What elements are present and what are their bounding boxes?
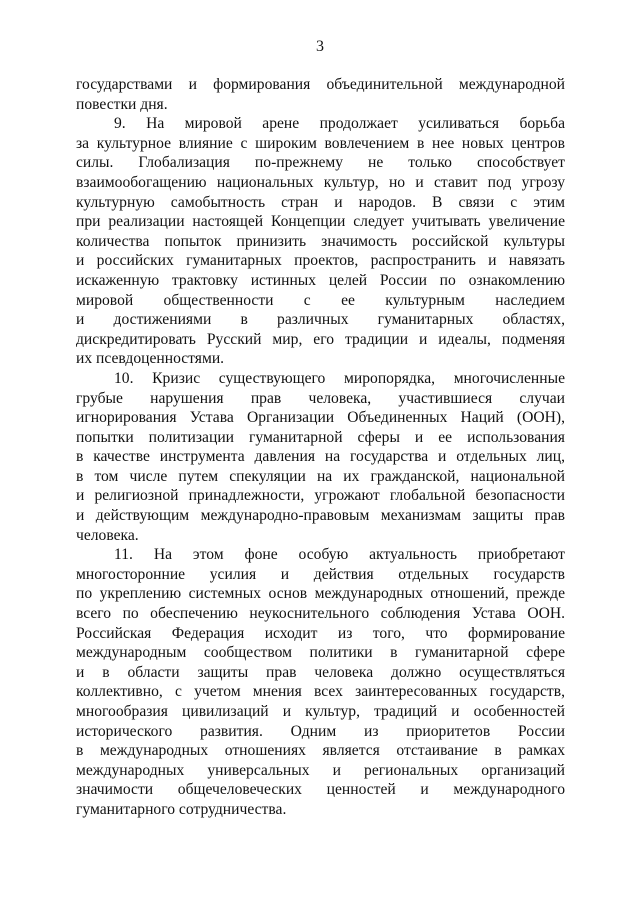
- text-line: 9. На мировой арене продолжает усиливаться борьба: [114, 115, 565, 133]
- paragraph-10: [76, 369, 565, 545]
- text-line: и религиозной принадлежности, угрожают глобальной безопасности: [76, 487, 565, 505]
- text-line: игнорирования Устава Организации Объединенных Наций (ООН),: [76, 409, 565, 427]
- text-line: в международных отношениях является отстаивание в рамках: [76, 742, 565, 760]
- text-line: многосторонние усилия и действия отдельных государств: [76, 565, 565, 583]
- text-line: при реализации настоящей Концепции следует учитывать увеличение: [76, 213, 565, 231]
- text-line: Российская Федерация исходит из того, что формирование: [76, 624, 565, 642]
- text-line: исторического развития. Одним из приоритетов России: [76, 722, 565, 740]
- text-line: их псевдоценностями.: [76, 350, 225, 368]
- text-line: гуманитарного сотрудничества.: [76, 800, 287, 818]
- text-line: культурную самобытность стран и народов. В связи с этим: [76, 193, 565, 211]
- text-line: взаимообогащению национальных культур, но и ставит под угрозу: [76, 173, 565, 191]
- text-line: 10. Кризис существующего миропорядка, многочисленные: [114, 369, 565, 387]
- text-line: в том числе путем спекуляции на их гражданской, национальной: [76, 467, 565, 485]
- text-line: значимости общечеловеческих ценностей и международного: [76, 781, 565, 799]
- text-line: и действующим международно-правовым механизмам защиты прав: [76, 507, 565, 525]
- text-line: и достижениями в различных гуманитарных областях,: [76, 311, 565, 329]
- text-line: человека.: [76, 526, 139, 544]
- text-line: по укреплению системных основ международных отношений, прежде: [76, 585, 565, 603]
- text-line: государствами и формирования объединительной международной: [76, 76, 565, 93]
- text-line: мировой общественности с ее культурным наследием: [76, 291, 565, 309]
- text-line: международных универсальных и региональных организаций: [76, 761, 565, 779]
- page-number: 3: [316, 38, 324, 55]
- paragraph-11: [76, 545, 565, 819]
- paragraph-8-continued: [76, 75, 565, 114]
- text-line: повестки дня.: [76, 95, 168, 113]
- text-line: всего по обеспечению неукоснительного соблюдения Устава ООН.: [76, 605, 565, 623]
- text-line: попытки политизации гуманитарной сферы и ее использования: [76, 428, 565, 446]
- text-line: многообразия цивилизаций и культур, традиций и особенностей: [76, 703, 565, 720]
- text-line: дискредитировать Русский мир, его традиции и идеалы, подменяя: [76, 330, 565, 348]
- text-line: 11. На этом фоне особую актуальность приобретают: [114, 546, 565, 564]
- text-line: количества попыток принизить значимость российской культуры: [76, 232, 565, 250]
- paragraph-9: [76, 114, 565, 369]
- text-line: и российских гуманитарных проектов, распространить и навязать: [76, 252, 565, 270]
- text-line: международным сообществом политики в гуманитарной сфере: [76, 644, 565, 662]
- text-line: и в области защиты прав человека должно осуществляться: [76, 663, 565, 681]
- text-line: грубые нарушения прав человека, участившиеся случаи: [76, 389, 565, 407]
- document-body: [76, 75, 565, 820]
- text-line: за культурное влияние с широким вовлечением в нее новых центров: [76, 134, 565, 152]
- text-line: силы. Глобализация по-прежнему не только способствует: [76, 154, 565, 172]
- text-line: в качестве инструмента давления на государства и отдельных лиц,: [76, 448, 565, 466]
- text-line: искаженную трактовку истинных целей России по ознакомлению: [76, 271, 565, 289]
- text-line: коллективно, с учетом мнения всех заинтересованных государств,: [76, 683, 565, 701]
